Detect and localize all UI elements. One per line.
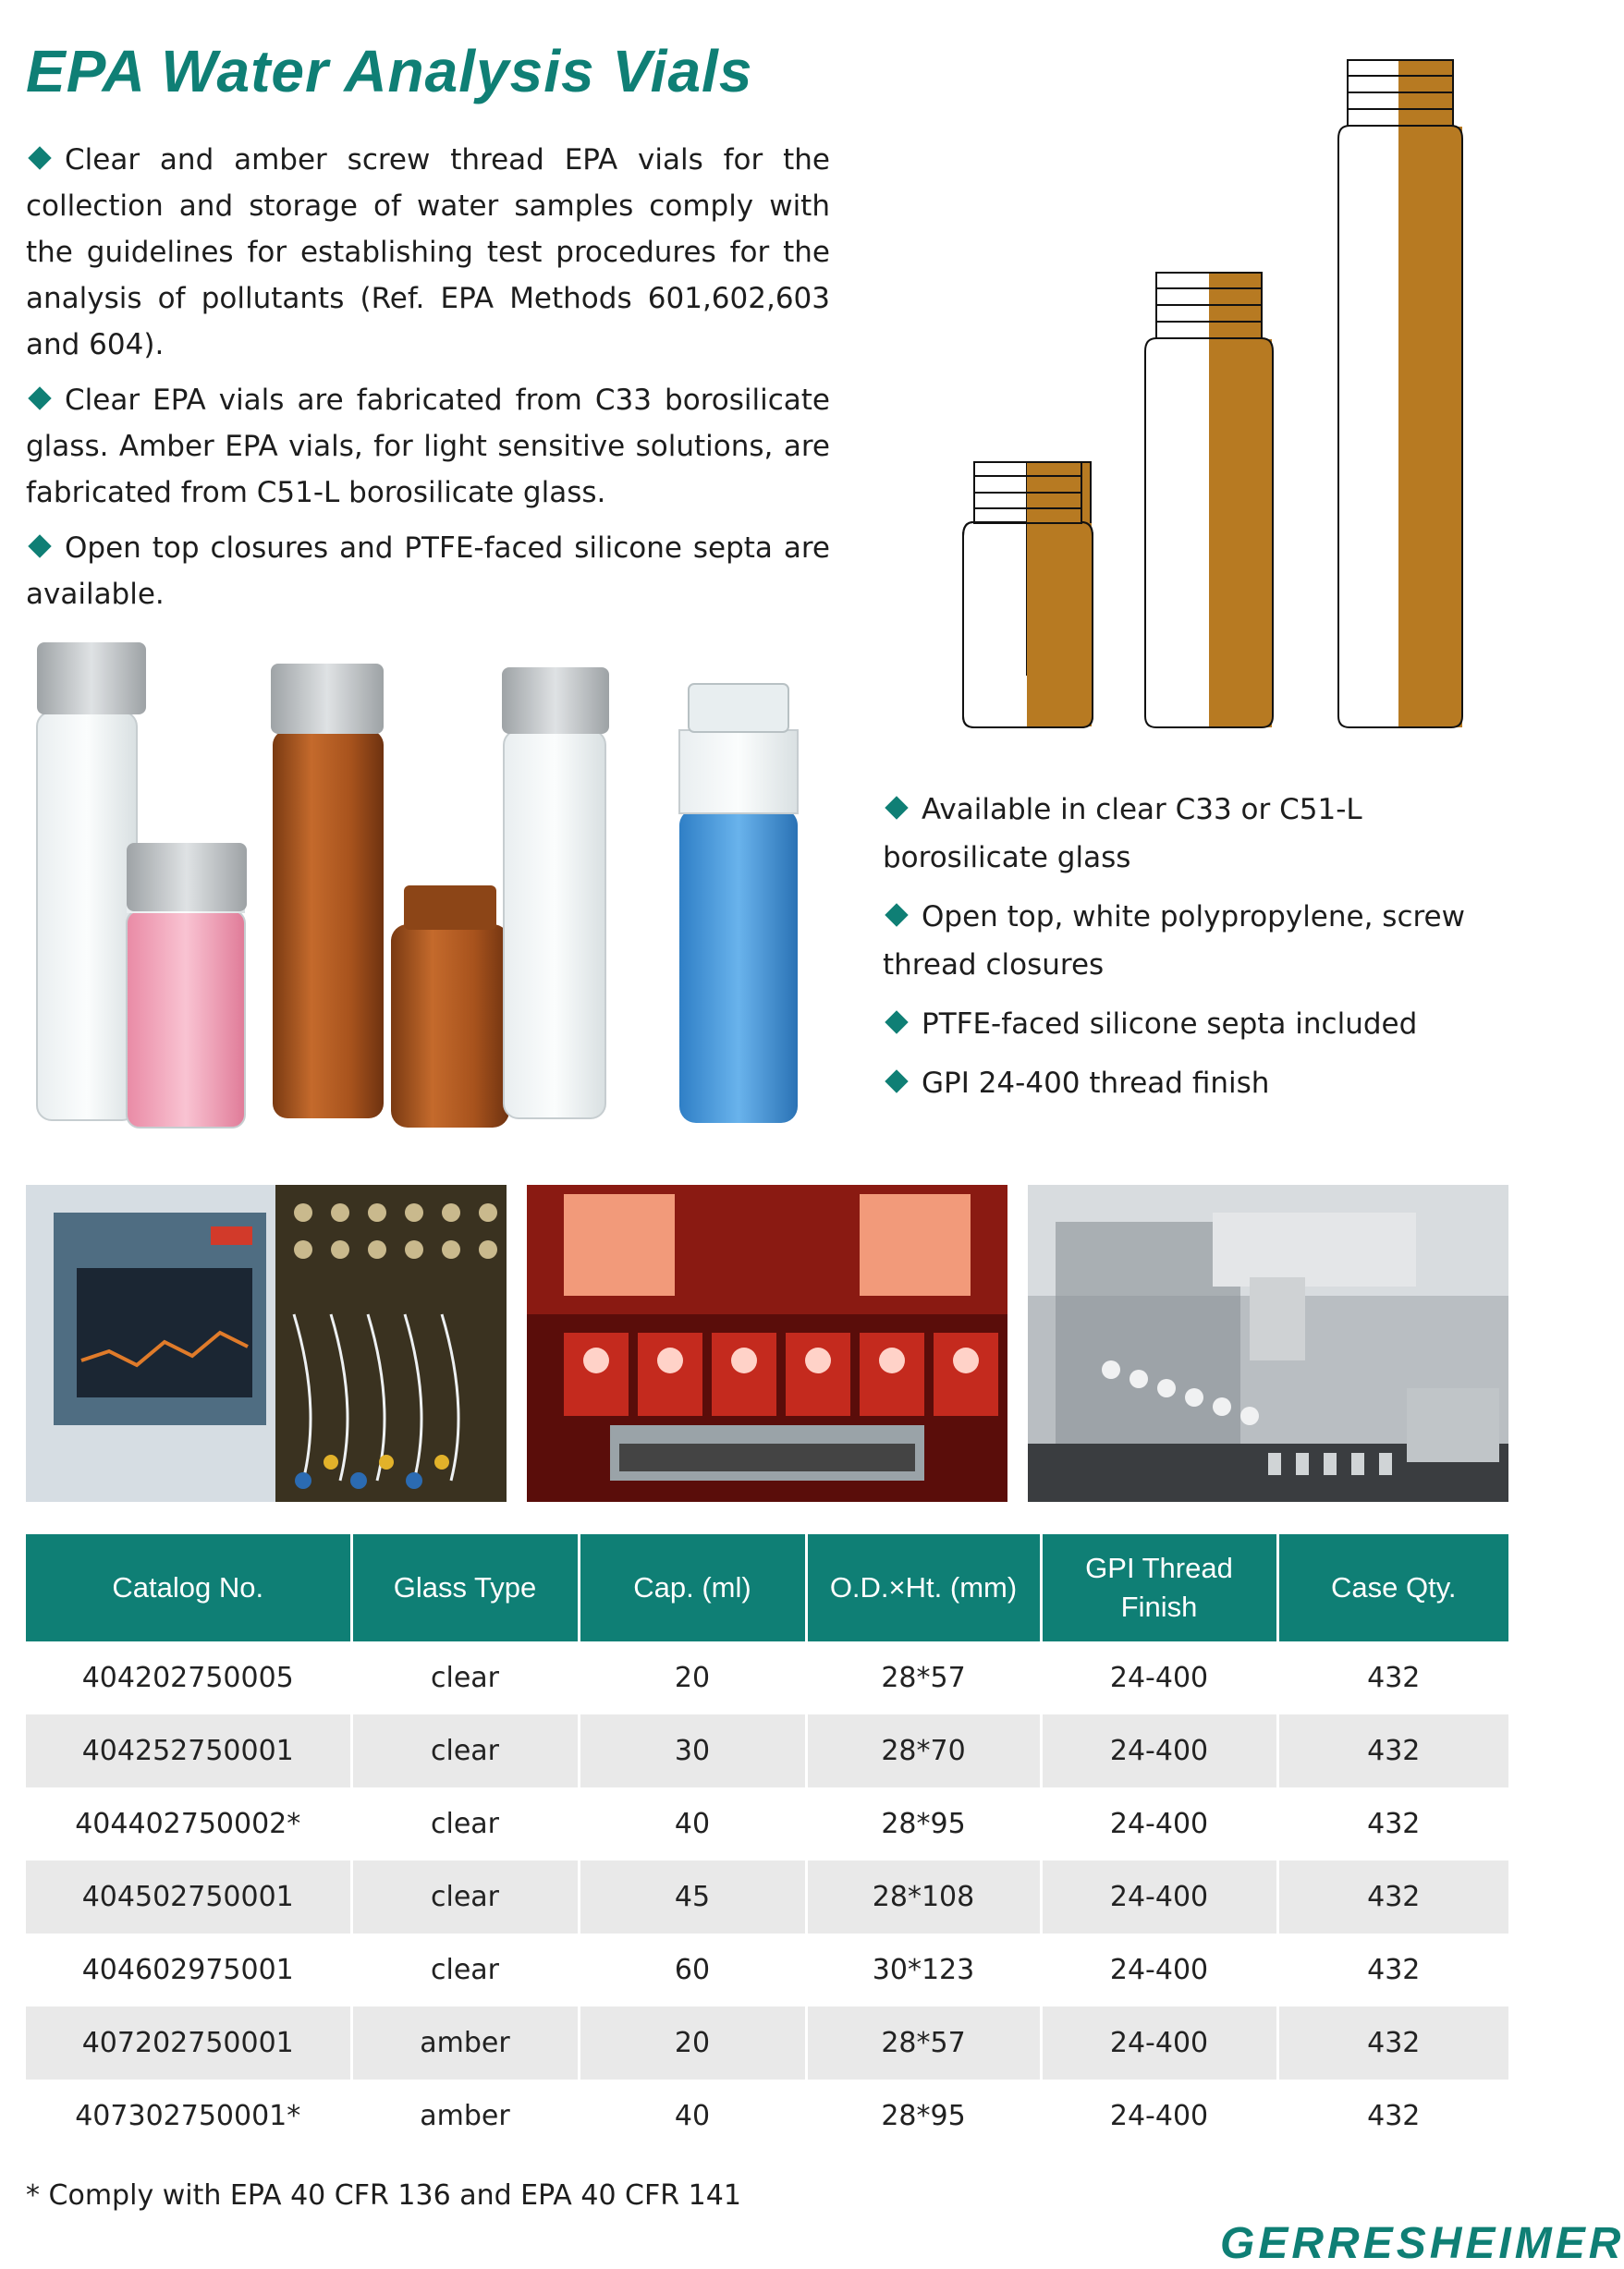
feature-bullet: GPI 24-400 thread finish bbox=[883, 1059, 1497, 1107]
column-header: Catalog No. bbox=[26, 1534, 351, 1641]
table-cell: 407302750001* bbox=[26, 2080, 351, 2153]
diamond-bullet-icon bbox=[885, 903, 908, 926]
table-cell: clear bbox=[351, 1787, 579, 1860]
feature-bullet: PTFE-faced silicone septa included bbox=[883, 1000, 1497, 1048]
table-row bbox=[26, 2080, 1508, 2153]
diamond-bullet-icon bbox=[885, 1010, 908, 1033]
table-row bbox=[26, 1714, 1508, 1787]
table-cell: clear bbox=[351, 1934, 579, 2007]
table-cell: 24-400 bbox=[1041, 1860, 1277, 1934]
table-row bbox=[26, 1860, 1508, 1934]
column-header: O.D.×Ht. (mm) bbox=[806, 1534, 1041, 1641]
table-cell: 404502750001 bbox=[26, 1860, 351, 1934]
table-cell: 24-400 bbox=[1041, 1934, 1277, 2007]
table-cell: 407202750001 bbox=[26, 2007, 351, 2080]
vials-photo bbox=[23, 628, 818, 1146]
catalog-table bbox=[26, 1534, 1508, 2153]
diamond-bullet-icon bbox=[885, 1069, 908, 1092]
table-cell: 404602975001 bbox=[26, 1934, 351, 2007]
brand-logo: GERRESHEIMER bbox=[1220, 2219, 1624, 2268]
table-cell: 432 bbox=[1367, 1808, 1421, 1840]
table-cell: amber bbox=[351, 2007, 579, 2080]
table-cell: 28*57 bbox=[806, 2007, 1041, 2080]
table-cell: 45 bbox=[579, 1860, 806, 1934]
table-cell: clear bbox=[351, 1641, 579, 1714]
table-cell: 60 bbox=[579, 1934, 806, 2007]
table-cell: 28*70 bbox=[806, 1714, 1041, 1787]
table-cell: 432 bbox=[1277, 2007, 1508, 2080]
small-vial-drawing bbox=[963, 462, 1093, 783]
feature-bullet-list bbox=[883, 786, 1497, 1118]
table-cell: 28*95 bbox=[806, 2080, 1041, 2153]
table-cell: 28*95 bbox=[806, 1787, 1041, 1860]
table-cell: 28*57 bbox=[806, 1641, 1041, 1714]
column-header: Glass Type bbox=[351, 1534, 579, 1641]
feature-bullet: Open top, white polypropylene, screw thread closures bbox=[883, 900, 1465, 982]
table-cell: 24-400 bbox=[1041, 1787, 1277, 1860]
robotic-arm-photo bbox=[1028, 1185, 1508, 1502]
table-cell: 432 bbox=[1277, 1714, 1508, 1787]
table-row bbox=[26, 1641, 1508, 1714]
red-light-machine-photo bbox=[527, 1185, 1007, 1502]
table-cell: 24-400 bbox=[1041, 2080, 1277, 2153]
diamond-bullet-icon bbox=[28, 534, 51, 557]
diamond-bullet-icon bbox=[885, 796, 908, 819]
vial-diagram bbox=[943, 51, 1497, 744]
intro-bullet: Open top closures and PTFE-faced silicone septa are available. bbox=[26, 531, 830, 611]
intro-bullet-list bbox=[26, 137, 830, 627]
table-row bbox=[26, 1787, 1508, 1860]
column-header: GPI Thread Finish bbox=[1041, 1534, 1277, 1641]
table-header-row bbox=[26, 1534, 1508, 1641]
table-cell: 30*123 bbox=[806, 1934, 1041, 2007]
column-header: Case Qty. bbox=[1277, 1534, 1508, 1641]
medium-vial-drawing bbox=[1145, 273, 1273, 727]
monitor-machine-photo bbox=[26, 1185, 507, 1502]
table-cell: 40 bbox=[579, 1787, 806, 1860]
table-cell: 28*108 bbox=[806, 1860, 1041, 1934]
column-header: Cap. (ml) bbox=[579, 1534, 806, 1641]
table-cell: 404202750005 bbox=[26, 1641, 351, 1714]
table-row bbox=[26, 1934, 1508, 2007]
table-cell: 404252750001 bbox=[26, 1714, 351, 1787]
table-row bbox=[26, 2007, 1508, 2080]
table-cell: clear bbox=[351, 1714, 579, 1787]
feature-bullet: Available in clear C33 or C51-L borosilicate glass bbox=[883, 793, 1362, 874]
table-cell: 24-400 bbox=[1041, 1641, 1277, 1714]
diamond-bullet-icon bbox=[28, 146, 51, 169]
diamond-bullet-icon bbox=[28, 386, 51, 409]
footnote: * Comply with EPA 40 CFR 136 and EPA 40 CFR 141 bbox=[26, 2179, 741, 2212]
large-vial-drawing bbox=[1338, 60, 1462, 727]
table-cell: 20 bbox=[579, 1641, 806, 1714]
table-cell: 40 bbox=[579, 2080, 806, 2153]
intro-bullet: Clear and amber screw thread EPA vials for the collection and storage of water samples comply with the guidelines for establishing test procedures for the analysis of pollutants (Ref. EPA Methods 601,602,603 and 604). bbox=[26, 143, 830, 361]
table-cell: 404402750002* bbox=[26, 1787, 351, 1860]
table-cell: 24-400 bbox=[1041, 2007, 1277, 2080]
table-cell: 432 bbox=[1367, 2100, 1421, 2132]
table-cell: 20 bbox=[579, 2007, 806, 2080]
table-cell: 432 bbox=[1277, 1860, 1508, 1934]
table-cell: 30 bbox=[579, 1714, 806, 1787]
table-cell: 432 bbox=[1367, 1954, 1421, 1986]
table-cell: 24-400 bbox=[1041, 1714, 1277, 1787]
table-cell: clear bbox=[351, 1860, 579, 1934]
page-title: EPA Water Analysis Vials bbox=[26, 38, 753, 104]
table-cell: amber bbox=[351, 2080, 579, 2153]
table-cell: 432 bbox=[1367, 1662, 1421, 1694]
intro-bullet: Clear EPA vials are fabricated from C33 borosilicate glass. Amber EPA vials, for light sensitive solutions, are fabricated from C51-L borosilicate glass. bbox=[26, 384, 830, 509]
